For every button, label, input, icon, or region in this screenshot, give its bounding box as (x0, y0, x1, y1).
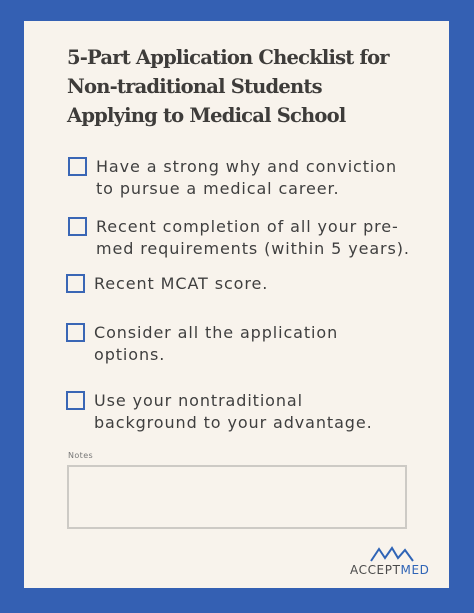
checklist-item-text (96, 156, 397, 200)
page-title (67, 43, 427, 130)
item-line: background to your advantage. (94, 413, 373, 432)
item-line: med requirements (within 5 years). (96, 239, 410, 258)
notes-label: Notes (68, 451, 94, 460)
checklist-item-3 (66, 273, 268, 295)
checklist-item-1 (68, 156, 397, 200)
logo-med: MED (400, 563, 430, 577)
checklist-page (24, 21, 449, 588)
title-line-1: 5-Part Application Checklist for (67, 46, 389, 69)
logo-wordmark (350, 563, 430, 577)
checkbox[interactable] (66, 391, 85, 410)
checklist-item-5 (66, 390, 373, 434)
checklist-item-text (94, 390, 373, 434)
title-line-3: Applying to Medical School (67, 104, 346, 127)
item-line: options. (94, 345, 166, 364)
item-line: Have a strong why and conviction (96, 157, 397, 176)
checklist-item-text (94, 322, 338, 366)
checkbox[interactable] (66, 274, 85, 293)
checkbox[interactable] (68, 217, 87, 236)
item-line: Recent completion of all your pre- (96, 217, 399, 236)
mountain-logo-icon (370, 546, 414, 562)
title-line-2: Non-traditional Students (67, 75, 322, 98)
notes-field[interactable] (67, 465, 407, 529)
checkbox[interactable] (68, 157, 87, 176)
checklist-item-4 (66, 322, 338, 366)
item-line: Consider all the application (94, 323, 339, 342)
item-line: to pursue a medical career. (96, 179, 340, 198)
item-line: Use your nontraditional (94, 391, 303, 410)
checkbox[interactable] (66, 323, 85, 342)
checklist-item-text (96, 216, 410, 260)
acceptmed-logo (350, 546, 430, 582)
item-line: Recent MCAT score. (94, 274, 269, 293)
checklist-item-text (94, 273, 268, 295)
logo-accept: ACCEPT (350, 563, 401, 577)
checklist-item-2 (68, 216, 410, 260)
